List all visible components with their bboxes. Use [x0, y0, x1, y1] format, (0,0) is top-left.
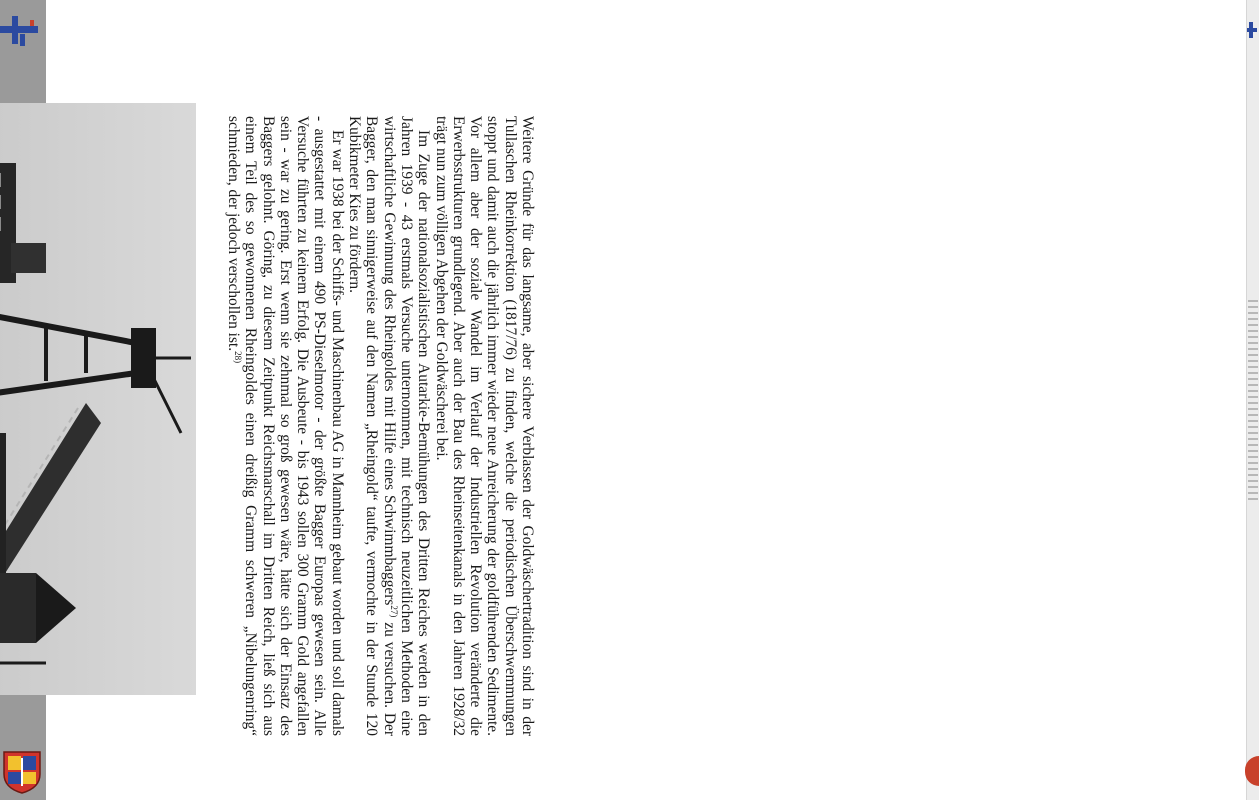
- body-text: [225, 116, 536, 736]
- footnote-ref[interactable]: 27): [388, 605, 399, 618]
- paragraph-2: Im Zuge der nationalsozialistischen Autarkie-Bemühungen des Dritten Reiches werden in den Jahren 1939 - 43 erstmals Versuche unternommen, mit technisch neuzeitlichen Methoden eine wirtschaftliche Gewinnung des Rheingoldes mit Hilfe eines Schwimmbaggers$^{27)}$ zu versuchen. Der Bagger, den man sinnigerweise auf den Namen „Rheingold“ taufte, vermochte in der Stunde 120 Kubikmeter Kies zu fördern.: [346, 116, 433, 736]
- right-viewer-mark-icon: [1247, 22, 1257, 38]
- dredger-photograph: [0, 103, 196, 695]
- paragraph-3: Er war 1938 bei der Schiffs- und Maschinenbau AG in Mannheim gebaut worden und soll damals - ausgestattet mit einem 490 PS-Dieselmotor - der größte Bagger Europas gewesen sein. Alle Versuche führten zu keinem Erfolg. Die Ausbeute - bis 1943 sollen 300 Gramm Gold angefallen sein - war zu gering. Erst wenn sie zehnmal so groß gewesen wäre, hätte sich der Einsatz des Baggers gelohnt. Göring, zu diesem Zeitpunkt Reichsmarschall im Dritten Reich, ließ sich aus einem Teil des so gewonnenen Rheingoldes einen dreißig Gramm schweren „Nibelungenring“ schmieden, der jedoch verschollen ist.$^{28)}$: [224, 116, 346, 736]
- footnote-ref[interactable]: 28): [233, 351, 244, 364]
- next-page-edge: [1248, 300, 1258, 500]
- paragraph-1: Weitere Gründe für das langsame, aber sichere Verblassen der Goldwäschertradition sind in der Tullaschen Rheinkorrektion (1817/76) zu finden, welche die periodischen Überschwemmungen stoppt und damit auch die jährlich immer wieder neue Anreicherung der goldführenden Sedimente. Vor allem aber der soziale Wandel im Verlauf der Industriellen Revolution veränderte die Erwerbsstrukturen grundlegend. Aber auch der Bau des Rheinseitenkanals in den Jahren 1928/32 trägt nun zum völligen Abgehen der Goldwäscherei bei.: [432, 116, 536, 736]
- next-page-edge-text: [639, 295, 653, 595]
